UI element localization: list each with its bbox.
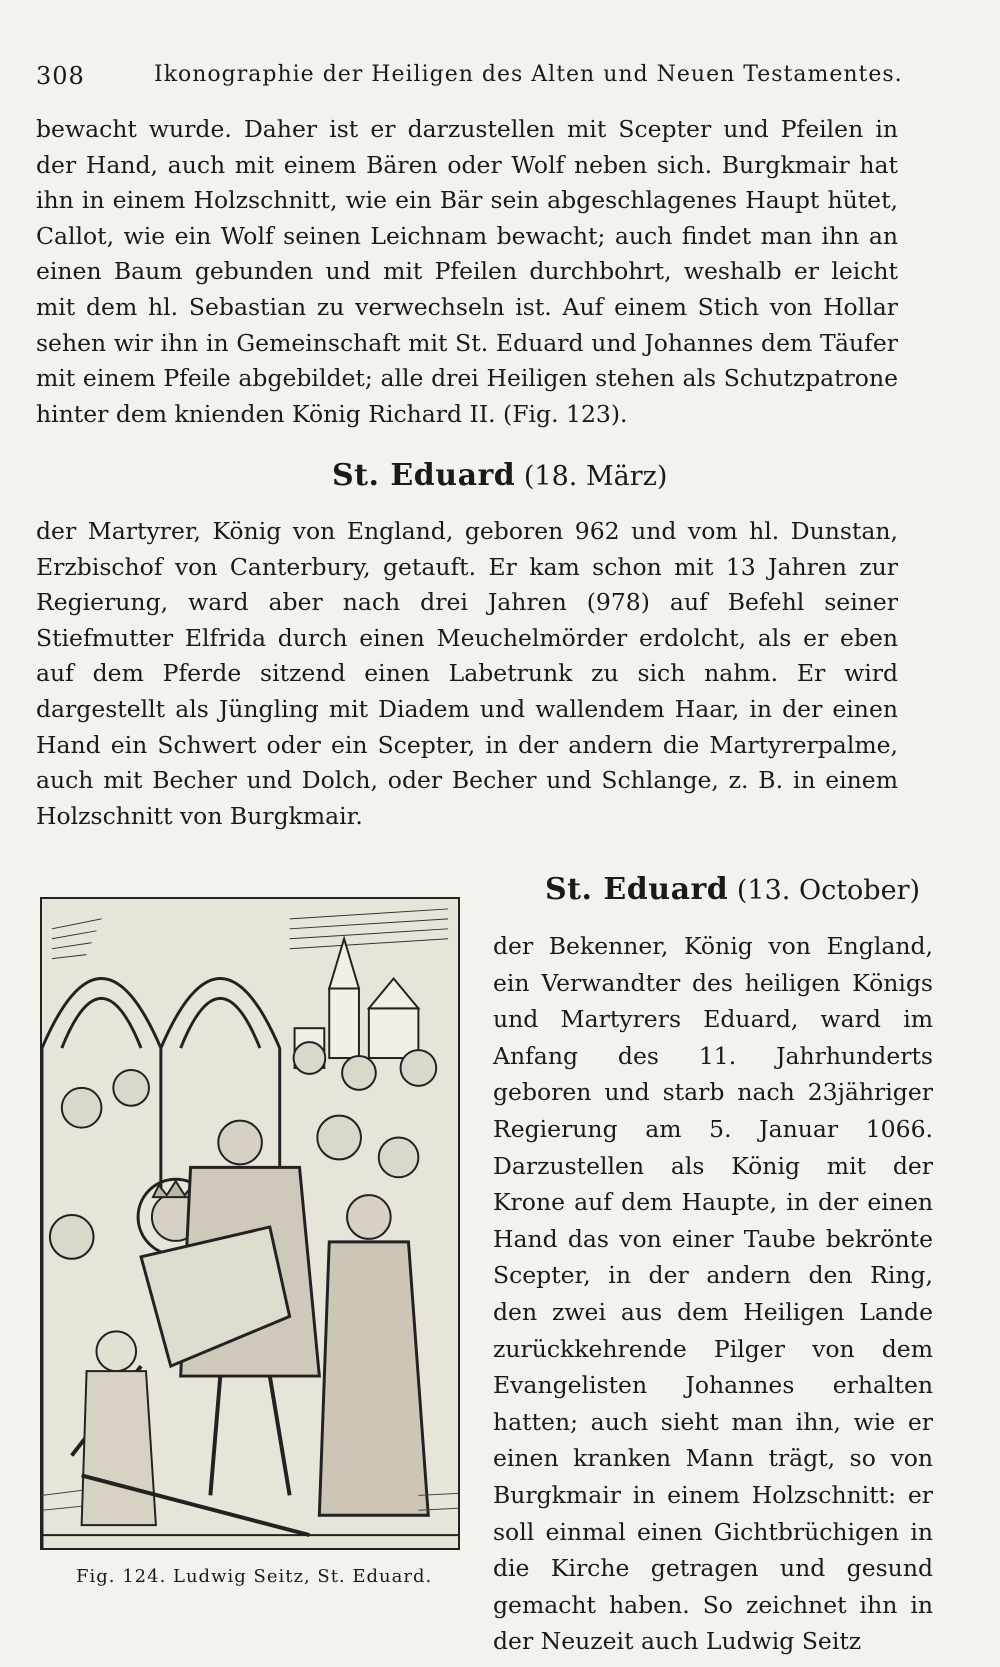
- section-feast-date: (13. October): [736, 875, 921, 906]
- section-saint-name: St. Eduard: [332, 458, 516, 493]
- section-heading-eduard-martyr: [332, 458, 667, 493]
- section-saint-name: St. Eduard: [545, 872, 729, 907]
- paragraph-eduard-martyr: der Martyrer, König von England, geboren 962 und vom hl. Dunstan, Erzbischof von Canterbury, getauft. Er kam schon mit 13 Jahren zur Regierung, ward aber nach drei Jahren (978) auf Befehl seiner Stiefmutter Elfrida durch einen Meuchelmörder erdolcht, als er eben auf dem Pferde sitzend einen Labetrunk zu sich nahm. Er wird dargestellt als Jüngling mit Diadem und wallendem Haar, in der einen Hand ein Schwert oder ein Scepter, in der andern die Martyrerpalme, auch mit Becher und Dolch, oder Becher und Schlange, z. B. in einem Holzschnitt von Burgkmair.: [36, 517, 898, 830]
- figure-caption: Fig. 124. Ludwig Seitz, St. Eduard.: [76, 1566, 433, 1587]
- section-heading-eduard-confessor: [545, 872, 920, 907]
- paragraph-eduard-confessor: der Bekenner, König von England, ein Verwandter des heiligen Königs und Martyrers Eduard, ward im Anfang des 11. Jahrhunderts geboren und starb nach 23jähriger Regierung am 5. Januar 1066. Darzustellen als König mit der Krone auf dem Haupte, in der einen Hand das von einer Taube bekrönte Scepter, in der andern den Ring, den zwei aus dem Heiligen Lande zurückkehrende Pilger von dem Evangelisten Johannes erhalten hatten; auch sieht man ihn, wie er einen kranken Mann trägt, so von Burgkmair in einem Holzschnitt: er soll einmal einen Gichtbrüchigen in die Kirche getragen und gesund gemacht haben. So zeichnet ihn in der Neuzeit auch Ludwig Seitz: [493, 932, 933, 1656]
- paragraph-intro: bewacht wurde. Daher ist er darzustellen mit Scepter und Pfeilen in der Hand, auch mit einem Bären oder Wolf neben sich. Burgkmair hat ihn in einem Holzschnitt, wie ein Bär sein abgeschlagenes Haupt hütet, Callot, wie ein Wolf seinen Leichnam bewacht; auch findet man ihn an einen Baum gebunden und mit Pfeilen durchbohrt, weshalb er leicht mit dem hl. Sebastian zu verwechseln ist. Auf einem Stich von Hollar sehen wir ihn in Gemeinschaft mit St. Eduard und Johannes dem Täufer mit einem Pfeile abgebildet; alle drei Heiligen stehen als Schutzpatrone hinter dem knienden König Richard II. (Fig. 123).: [36, 115, 898, 428]
- section-feast-date: (18. März): [523, 461, 668, 492]
- running-title: Ikonographie der Heiligen des Alten und Neuen Testamentes.: [154, 62, 903, 87]
- woodcut-drawing: [42, 899, 458, 1548]
- page-number: 308: [36, 62, 85, 90]
- woodcut-illustration: [40, 897, 460, 1550]
